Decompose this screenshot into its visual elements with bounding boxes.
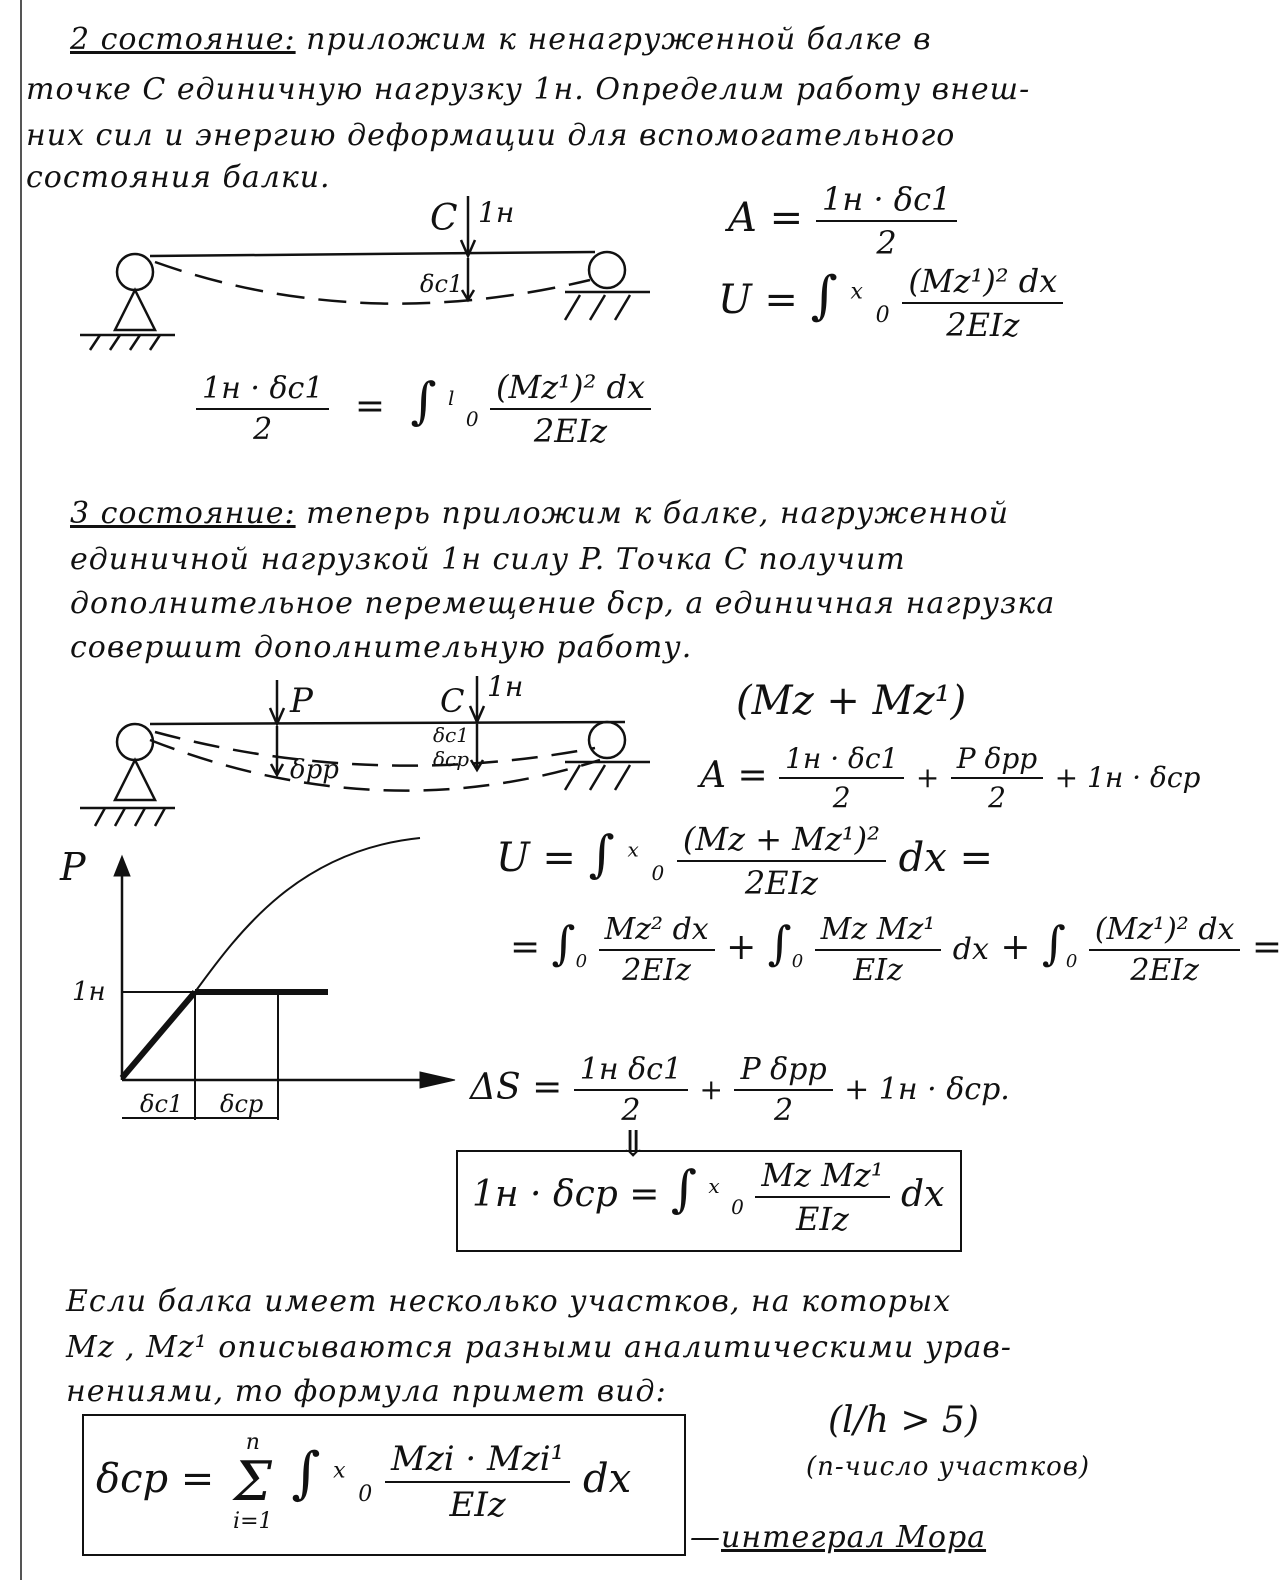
result-lower-limit: 0 — [731, 1195, 744, 1220]
energy-num-3: (Mz + Mz¹)² — [677, 820, 886, 862]
diagram2-load-label: 1н — [487, 670, 524, 703]
expansion-int2: ∫ — [767, 916, 792, 970]
delta-term2-num: P δpp — [734, 1052, 832, 1091]
graph-seg1-label: δc1 — [140, 1090, 184, 1118]
right-roller-support-2 — [589, 722, 625, 758]
work-fraction-2 — [816, 180, 958, 262]
result-fraction — [755, 1156, 889, 1238]
equality-left-num: 1н · δc1 — [196, 371, 329, 410]
energy-lhs-3: U = — [496, 835, 576, 881]
diagram2-dcp-label: δcp — [433, 747, 470, 771]
mohr-lhs: δcp = — [96, 1456, 215, 1502]
section3-heading: 3 состояние: — [70, 496, 296, 531]
energy-formula-3 — [496, 820, 993, 902]
energy-num-2: (Mz¹)² dx — [902, 262, 1063, 304]
result-num: Mz Mz¹ — [755, 1156, 889, 1198]
energy-tail-3: dx = — [898, 835, 994, 881]
equality-integral-sign: ∫ — [410, 372, 437, 430]
section2-line1-text: приложим к ненагруженной балке в — [306, 22, 932, 57]
moment-sum: (Mz + Mz¹) — [736, 678, 967, 724]
section3-line4: совершит дополнительную работу. — [70, 630, 693, 665]
beam-line-1 — [150, 252, 595, 256]
mohr-caption-text: интеграл Мора — [721, 1520, 987, 1555]
result-lhs: 1н · δcp = — [472, 1174, 660, 1215]
expansion-term2-num: Mz Mz¹ — [815, 912, 942, 951]
result-integral-sign: ∫ — [670, 1160, 697, 1218]
load-deflection-graph — [114, 838, 455, 1120]
graph-y-label: P — [60, 845, 86, 889]
work-lhs-2: A = — [728, 195, 804, 241]
energy-den-3: 2EIz — [744, 864, 819, 902]
work-term1-den: 2 — [832, 781, 851, 814]
diagram1-point-label: C — [430, 198, 458, 239]
diagram2-dc1-label: δc1 — [433, 723, 469, 747]
energy-upper-limit-3: x — [627, 837, 639, 862]
mohr-lower-limit: 0 — [358, 1482, 373, 1507]
delta-term3: + 1н · δcp. — [844, 1072, 1010, 1107]
expansion-term2-tail: dx — [952, 932, 989, 967]
right-ground-hatch-2 — [565, 765, 630, 790]
section4-line1: Если балка имеет несколько участков, на которых — [66, 1284, 952, 1319]
equality-upper-limit: l — [448, 386, 455, 410]
work-term2-3 — [951, 742, 1043, 814]
delta-term1-den: 2 — [621, 1093, 641, 1128]
equality-right-fraction — [490, 368, 651, 450]
segments-note: (n-число участков) — [806, 1452, 1091, 1482]
expansion-term1-num: Mz² dx — [599, 912, 715, 951]
implication-arrow: ⇓ — [618, 1124, 649, 1165]
left-pin-support-2 — [117, 724, 153, 760]
beam-diagram-1 — [80, 196, 650, 350]
section3-line1 — [70, 496, 1009, 531]
energy-lower-limit-3: 0 — [651, 861, 665, 885]
section3-line1-text: теперь приложим к балке, нагруженной — [306, 496, 1010, 531]
right-ground-hatch — [565, 295, 630, 320]
left-pin-support — [117, 254, 153, 290]
work-formula-3 — [700, 742, 1200, 814]
energy-upper-limit-2: x — [850, 279, 863, 305]
expansion-term3-num: (Mz¹)² dx — [1089, 912, 1241, 951]
section3-line2: единичной нагрузкой 1н силу P. Точка С получит — [70, 542, 906, 577]
energy-den-2: 2EIz — [946, 306, 1020, 344]
expansion-plus2: + — [1000, 927, 1031, 968]
delta-plus: + — [699, 1073, 723, 1106]
mohr-sum-sign: Σ — [233, 1450, 272, 1513]
mohr-sum-top: n — [245, 1430, 260, 1455]
diagram1-load-label: 1н — [478, 196, 515, 229]
mohr-integral-sign: ∫ — [291, 1441, 321, 1506]
result-upper-limit: x — [708, 1174, 720, 1198]
left-support-triangle-2 — [115, 760, 155, 800]
work-term2-num: P δpp — [951, 742, 1043, 779]
expansion-term1-den: 2EIz — [622, 953, 691, 988]
left-ground-hatch — [90, 335, 160, 350]
energy-integral-sign-2: ∫ — [810, 266, 838, 326]
mohr-upper-limit: x — [333, 1458, 346, 1484]
section4-line2: Mz , Mz¹ описываются разными аналитическими урав- — [66, 1330, 1012, 1365]
expansion-eq: = — [510, 927, 541, 968]
graph-level-label: 1н — [72, 977, 106, 1007]
energy-lhs-2: U = — [718, 277, 798, 323]
diagram2-force-label: P — [290, 681, 313, 721]
deflected-beam-1 — [155, 262, 590, 304]
work-num-2: 1н · δc1 — [816, 180, 958, 222]
section4-line3: нениями, то формула примет вид: — [66, 1374, 667, 1409]
expansion-end: = — [1251, 927, 1282, 968]
diagram2-dpp-label: δpp — [290, 755, 339, 785]
expansion-term3-den: 2EIz — [1130, 953, 1199, 988]
energy-lower-limit-2: 0 — [875, 303, 890, 328]
work-term3-3: + 1н · δcp — [1054, 761, 1201, 794]
mohr-num: Mzi · Mzi¹ — [385, 1439, 570, 1483]
result-tail: dx — [901, 1174, 945, 1215]
ratio-condition: (l/h > 5) — [828, 1400, 979, 1441]
equality-formula-2 — [196, 368, 651, 450]
deflected-beam-2a — [155, 732, 595, 766]
work-formula-2 — [728, 180, 957, 262]
mohr-den: EIz — [449, 1485, 506, 1525]
work-plus-3: + — [915, 761, 940, 794]
work-term2-den: 2 — [988, 781, 1006, 814]
work-term1-num: 1н · δc1 — [779, 742, 904, 779]
expansion-term2 — [815, 912, 942, 988]
section2-line4: состояния балки. — [26, 160, 331, 195]
mohr-sum-bottom: i=1 — [233, 1509, 273, 1534]
energy-integral-sign-3: ∫ — [588, 825, 615, 883]
section2-line2: точке С единичную нагрузку 1н. Определим работу внеш- — [26, 72, 1031, 107]
expansion-term3 — [1089, 912, 1241, 988]
expansion-plus1: + — [726, 927, 757, 968]
graph-x-arrowhead — [420, 1072, 455, 1088]
expansion-int1: ∫ — [551, 916, 576, 970]
section3-line3: дополнительное перемещение δcp, а единичная нагрузка — [70, 586, 1056, 621]
mohr-formula — [96, 1430, 631, 1534]
result-den: EIz — [796, 1200, 849, 1238]
equality-left-den: 2 — [253, 412, 273, 447]
mohr-tail: dx — [582, 1456, 632, 1502]
delta-term2 — [734, 1052, 832, 1128]
work-lhs-3: A = — [700, 755, 768, 796]
graph-curve — [195, 838, 420, 992]
equality-left-fraction — [196, 371, 329, 447]
right-roller-support — [589, 252, 625, 288]
section2-line3: них сил и энергию деформации для вспомогательного — [26, 118, 956, 153]
energy-fraction-2 — [902, 262, 1063, 344]
energy-expansion: = $\int_0$ $\frac{\text{Mz² dx}}{\text{2EIz}}$ + $\int_0$ $\frac{\text{Mz Mz¹}}{\text{EIz}}$ dx + $\int_0$ $\frac{\text{(Mz¹)² dx}}{\text{2EIz}}$ = — [510, 912, 1282, 988]
result-formula — [472, 1156, 944, 1238]
left-support-triangle — [115, 290, 155, 330]
equality-right-den: 2EIz — [533, 412, 608, 450]
delta-term2-den: 2 — [774, 1093, 794, 1128]
equality-lower-limit: 0 — [465, 407, 479, 432]
mohr-sum — [233, 1430, 272, 1534]
graph-y-arrowhead — [114, 856, 130, 876]
diagram1-deflection-label: δc1 — [420, 270, 464, 298]
mohr-fraction — [385, 1439, 570, 1525]
expansion-term2-den: EIz — [853, 953, 903, 988]
beam-line-2 — [150, 722, 625, 724]
delta-lhs: ΔS = — [470, 1067, 563, 1108]
energy-fraction-3 — [677, 820, 886, 902]
graph-bold-segment — [122, 992, 195, 1078]
delta-formula — [470, 1052, 1010, 1128]
left-ground-hatch-2 — [95, 808, 165, 826]
expansion-int3: ∫ — [1041, 916, 1066, 970]
delta-term1-num: 1н δc1 — [574, 1052, 688, 1091]
work-den-2: 2 — [876, 224, 897, 262]
equality-sign: = — [354, 386, 386, 427]
mohr-caption: —интеграл Мора — [690, 1520, 987, 1555]
section2-heading: 2 состояние: — [70, 22, 296, 57]
diagram2-point-label: C — [440, 682, 465, 720]
work-term1-3 — [779, 742, 904, 814]
expansion-term1 — [599, 912, 715, 988]
graph-seg2-label: δcp — [220, 1090, 264, 1118]
equality-right-num: (Mz¹)² dx — [490, 368, 651, 410]
delta-term1 — [574, 1052, 688, 1128]
beam-diagram-2 — [80, 676, 650, 826]
energy-formula-2 — [718, 262, 1063, 344]
